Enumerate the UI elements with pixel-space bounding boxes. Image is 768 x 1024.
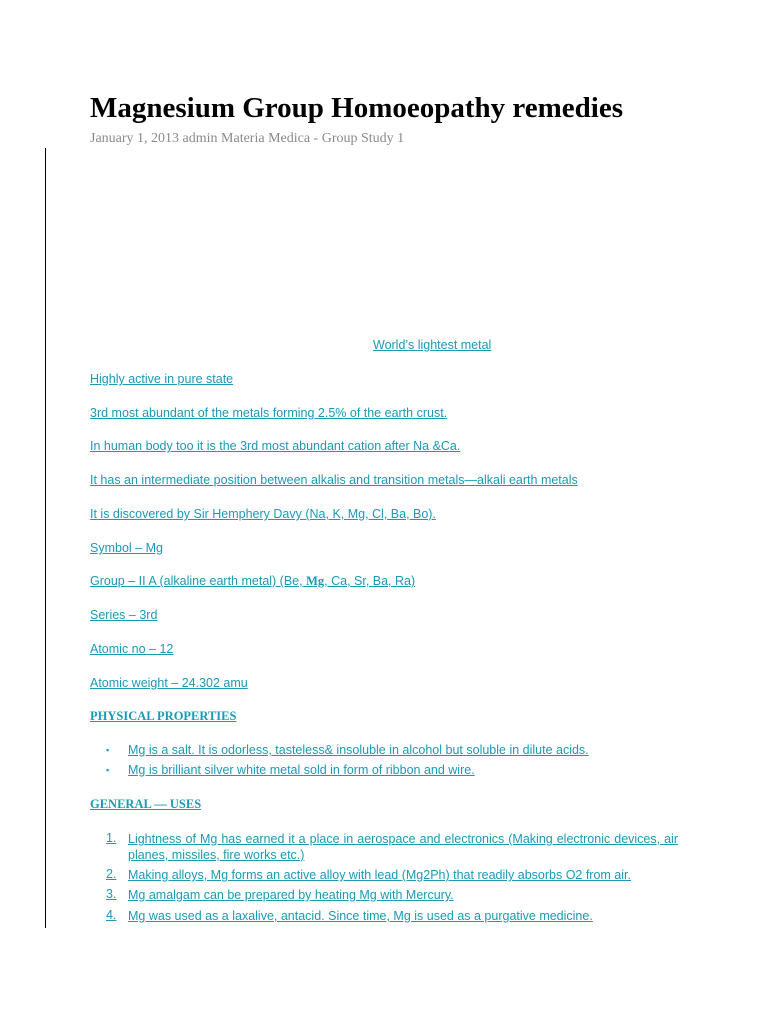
uses-item-text: Mg amalgam can be prepared by heating Mg with Mercury. — [128, 888, 454, 902]
physical-list-item[interactable] — [106, 743, 589, 757]
physical-properties-heading[interactable]: PHYSICAL PROPERTIES — [90, 709, 237, 723]
physical-item-text: Mg is a salt. It is odorless, tasteless& insoluble in alcohol but soluble in dilute acids. — [128, 743, 589, 757]
group-line[interactable] — [90, 574, 415, 589]
page-title: Magnesium Group Homoeopathy remedies — [90, 92, 624, 124]
uses-item-text: Mg was used as a laxalive, antacid. Since time, Mg is used as a purgative medicine. — [128, 909, 593, 923]
atomic-weight-line[interactable]: Atomic weight – 24.302 amu — [90, 676, 248, 690]
uses-list-item[interactable] — [106, 867, 678, 883]
left-margin-rule — [45, 148, 46, 928]
uses-list-item[interactable] — [106, 908, 678, 924]
atomic-number-line[interactable]: Atomic no – 12 — [90, 642, 174, 656]
physical-item-text: Mg is brilliant silver white metal sold in form of ribbon and wire. — [128, 763, 475, 777]
list-number: 2. — [106, 867, 117, 881]
physical-list-item[interactable] — [106, 763, 475, 777]
group-line-post: , Ca, Sr, Ba, Ra) — [324, 574, 416, 588]
fact-line-3[interactable]: In human body too it is the 3rd most abundant cation after Na &Ca. — [90, 439, 461, 453]
list-number: 4. — [106, 908, 117, 922]
fact-line-5[interactable]: It is discovered by Sir Hemphery Davy (Na, K, Mg, Cl, Ba, Bo). — [90, 507, 436, 521]
fact-line-1[interactable]: Highly active in pure state — [90, 372, 234, 386]
list-number: 3. — [106, 887, 117, 901]
uses-item-text: Making alloys, Mg forms an active alloy with lead (Mg2Ph) that readily absorbs O2 from air. — [128, 868, 631, 882]
group-line-pre: Group – II A (alkaline earth metal) (Be, — [90, 574, 307, 588]
symbol-line[interactable]: Symbol – Mg — [90, 541, 163, 555]
uses-item-text: Lightness of Mg has earned it a place in aerospace and electronics (Making electronic devices, air planes, missiles, fire works etc.) — [128, 832, 678, 862]
post-meta: January 1, 2013 admin Materia Medica - Group Study 1 — [90, 131, 405, 146]
group-line-mg: Mg — [306, 574, 325, 588]
uses-list-item[interactable] — [106, 887, 678, 903]
series-line[interactable]: Series – 3rd — [90, 608, 158, 622]
list-number: 1. — [106, 831, 117, 845]
bullet-square-icon: ▪ — [106, 765, 110, 775]
uses-list-item[interactable] — [106, 831, 678, 863]
fact-line-4[interactable]: It has an intermediate position between alkalis and transition metals—alkali earth metals — [90, 473, 578, 487]
bullet-square-icon: ▪ — [106, 745, 110, 755]
general-uses-heading[interactable]: GENERAL — USES — [90, 797, 202, 811]
lightest-metal-link[interactable]: World’s lightest metal — [373, 338, 492, 352]
fact-line-2[interactable]: 3rd most abundant of the metals forming 2.5% of the earth crust. — [90, 406, 448, 420]
